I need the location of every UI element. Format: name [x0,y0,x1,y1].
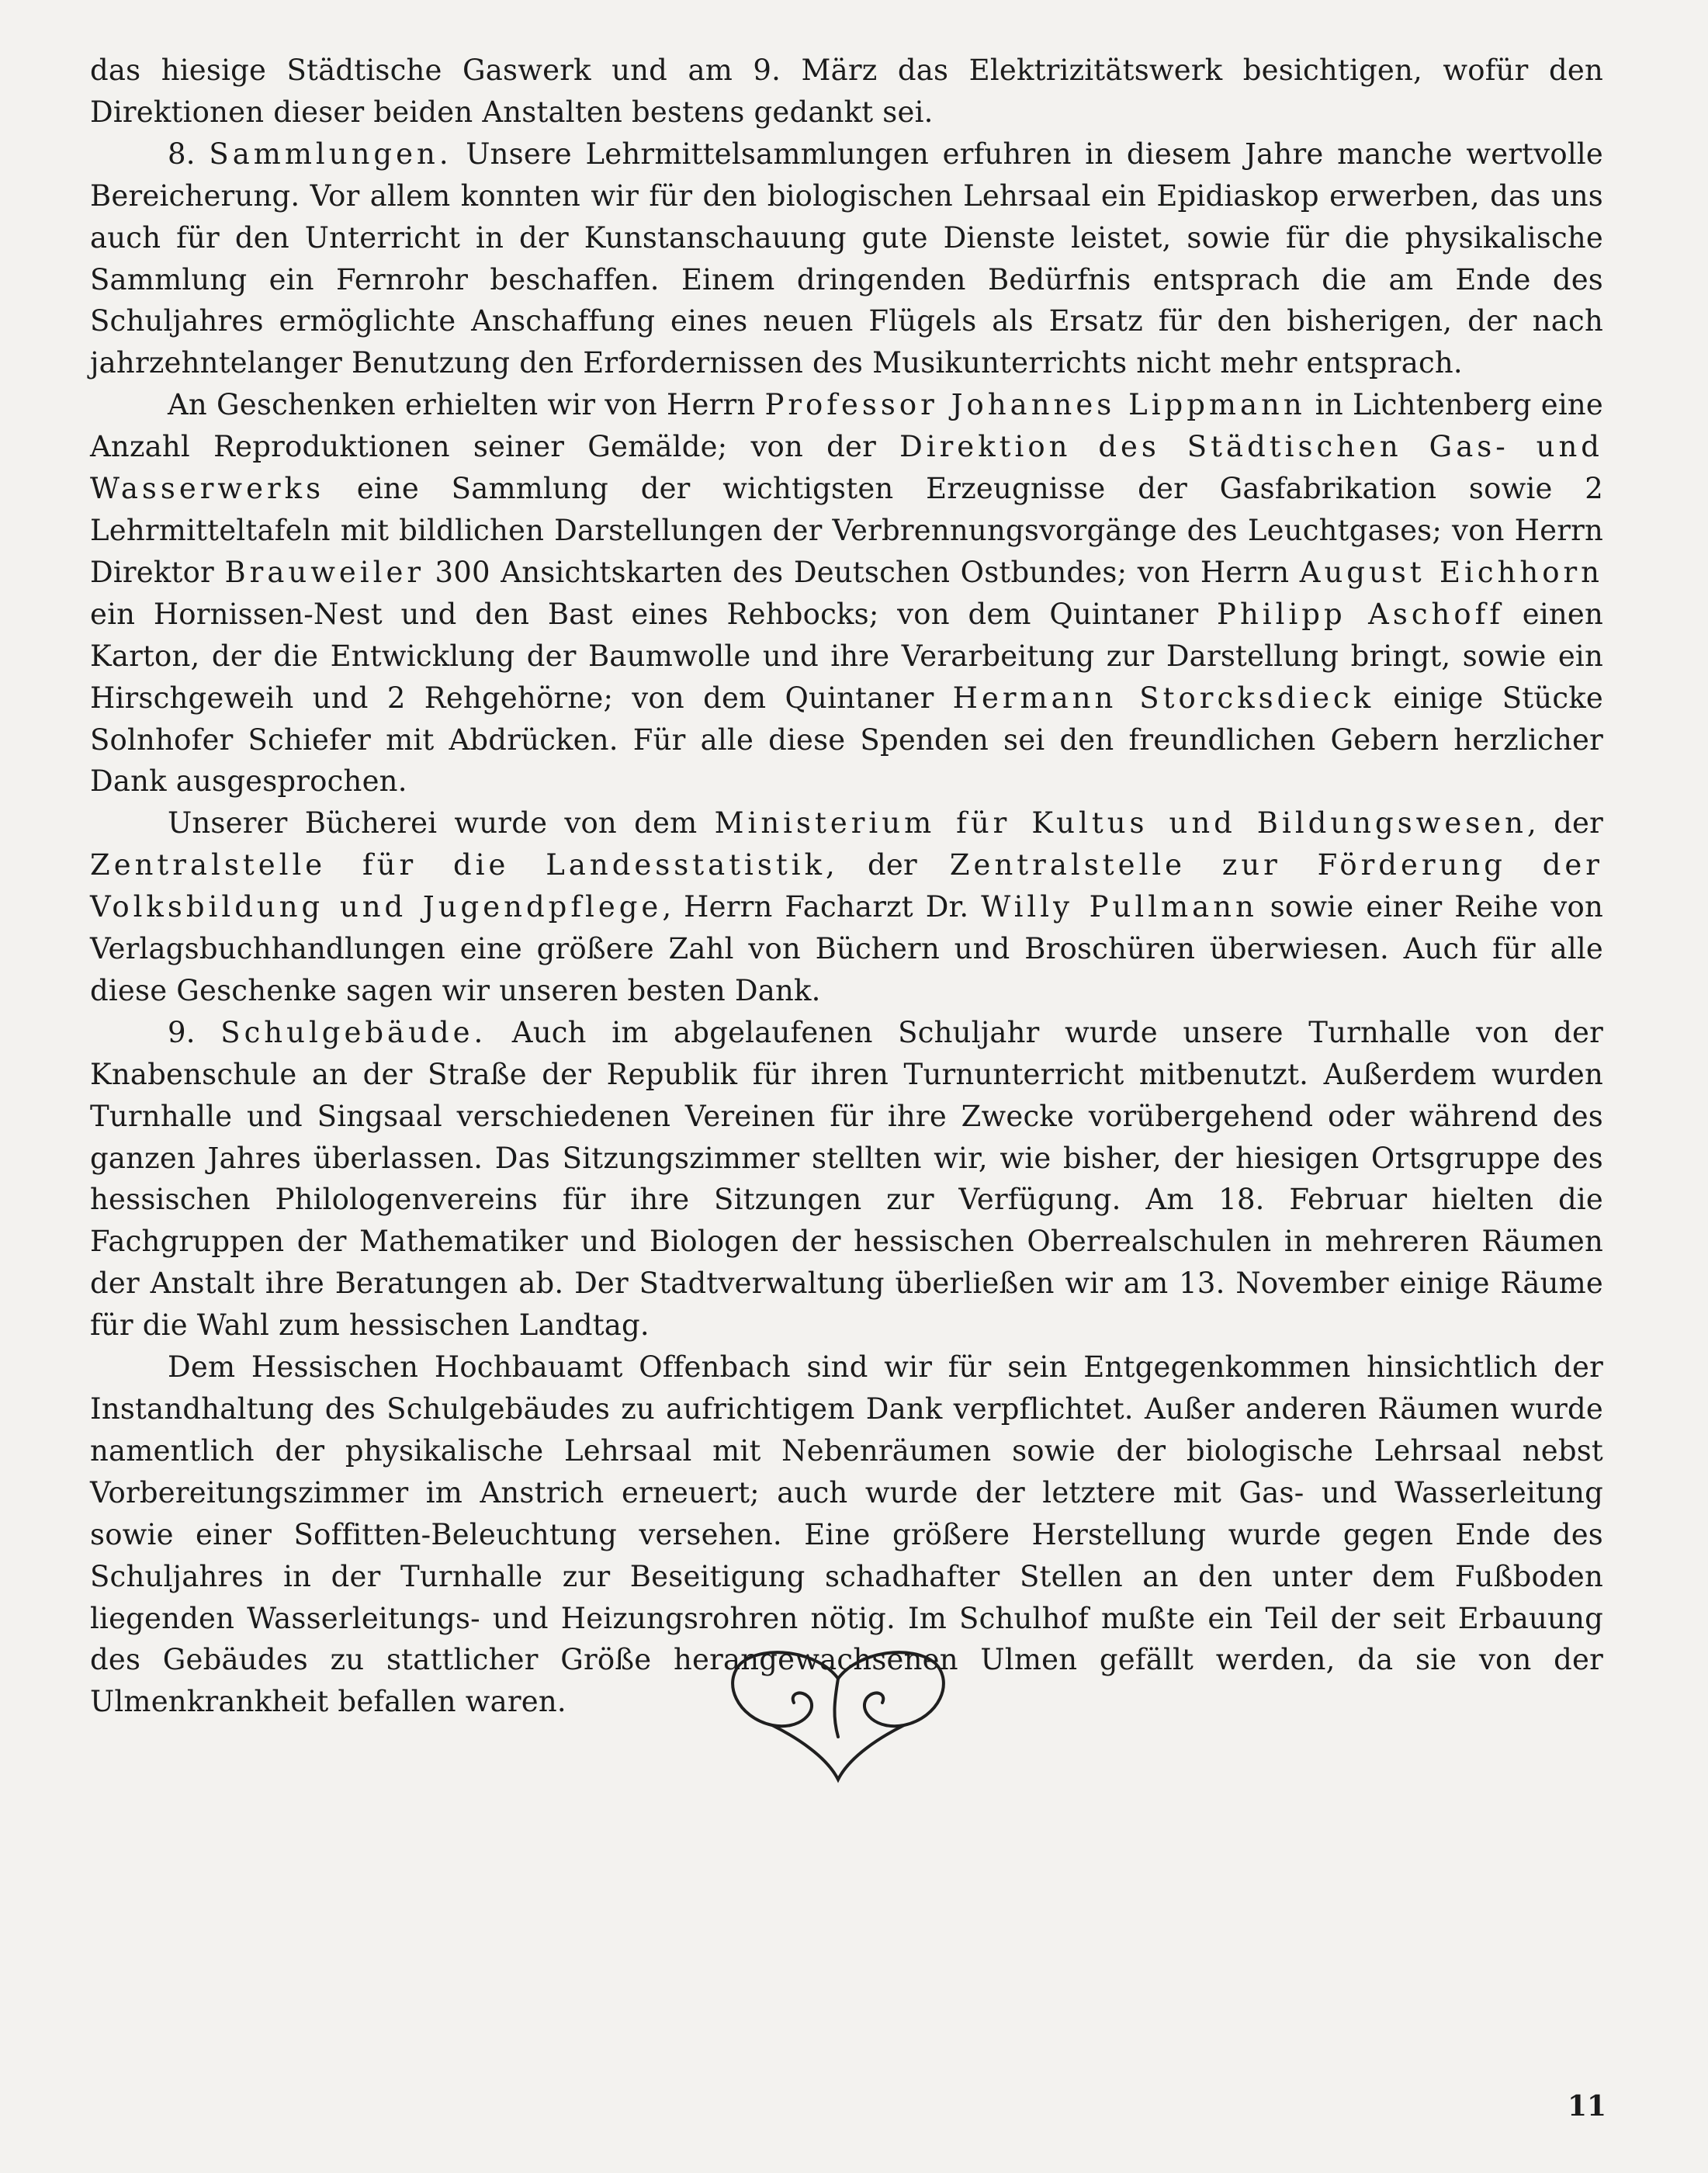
geschenke-text-5: ein Hornissen-Nest und den Bast eines Rehbocks; von dem Quintaner [90,597,1218,631]
geschenke-text-4: 300 Ansichtskarten des Deutschen Ostbundes; von Herrn [424,555,1300,589]
page-number: 11 [1568,2090,1607,2123]
paragraph-buecherei [90,802,1603,1012]
heart-ornament-icon [718,1644,958,1783]
section-number-8: 8. [168,137,210,171]
geschenke-text-3: eine Sammlung der wichtigsten Erzeugnisse der Gasfabrikation sowie 2 Lehrmitteltafeln mit bildlichen Darstellungen der Verbrennungsvorgänge des Leuchtgases; von Herrn Direktor [90,472,1603,589]
buecherei-text-5: sowie einer Reihe von Verlagsbuchhandlungen eine größere Zahl von Büchern und Broschüren überwiesen. Auch für alle diese Geschenke sagen wir unseren besten Dank. [90,890,1603,1007]
paragraph-sammlungen [90,133,1603,384]
section-number-9: 9. [168,1015,221,1049]
paragraph-schulgebaeude-text: Auch im abgelaufenen Schuljahr wurde unsere Turnhalle von der Knabenschule an der Straße der Republik für ihren Turnunterricht mitbenutzt. Außerdem wurden Turnhalle und Singsaal verschiedenen Vereinen für ihre Zwecke vorübergehend oder während des ganzen Jahres überlassen. Das Sitzungszimmer stellten wir, wie bisher, der hiesigen Ortsgruppe des hessischen Philologenvereins für ihre Sitzungen zur Verfügung. Am 18. Februar hielten die Fachgruppen der Mathematiker und Biologen der hessischen Oberrealschulen in mehreren Räumen der Anstalt ihre Beratungen ab. Der Stadtverwaltung überließen wir am 13. November einige Räume für die Wahl zum hessischen Landtag. [90,1015,1603,1343]
paragraph-hochbauamt-text: Dem Hessischen Hochbauamt Offenbach sind wir für sein Entgegenkommen hinsichtlich der Instandhaltung des Schulgebäudes zu aufrichtigem Dank verpflichtet. Außer anderen Räumen wurde namentlich der physikalische Lehrsaal mit Nebenräumen sowie der biologische Lehrsaal nebst Vorbereitungszimmer im Anstrich erneuert; auch wurde der letztere mit Gas- und Wasserleitung sowie einer Soffitten-Beleuchtung versehen. Eine größere Herstellung wurde gegen Ende des Schuljahres in der Turnhalle zur Beseitigung schadhafter Stellen an den unter dem Fußboden liegenden Wasserleitungs- und Heizungsrohren nötig. Im Schulhof mußte ein Teil der seit Erbauung des Gebäudes zu stattlicher Größe herangewachsenen Ulmen gefällt werden, da sie von der Ulmenkrankheit befallen waren. [90,1350,1603,1719]
body-text [90,50,1603,1723]
buecherei-text-1: Unserer Bücherei wurde von dem [168,806,715,840]
paragraph-schulgebaeude [90,1012,1603,1346]
paragraph-geschenke [90,384,1603,802]
paragraph-gaswerk-text: das hiesige Städtische Gaswerk und am 9. März das Elektrizitätswerk besichtigen, wofür den Direktionen dieser beiden Anstalten bestens gedankt sei. [90,54,1603,129]
donor-storcksdieck: Hermann Storcksdieck [952,681,1375,715]
paragraph-sammlungen-text: Unsere Lehrmittelsammlungen erfuhren in diesem Jahre manche wertvolle Bereicherung. Vor allem konnten wir für den biologischen Lehrsaal ein Epidiaskop erwerben, das uns auch für den Unterricht in der Kunstanschauung gute Dienste leistet, sowie für die physikalische Sammlung ein Fernrohr beschaffen. Einem dringenden Bedürfnis entsprach die am Ende des Schuljahres ermöglichte Anschaffung eines neuen Flügels als Ersatz für den bisherigen, der nach jahrzehntelanger Benutzung den Erfordernissen des Musikunterrichts nicht mehr entsprach. [90,137,1603,380]
geschenke-text-2: in Lichtenberg eine Anzahl Reproduktionen seiner Gemälde; von der [90,388,1603,464]
donor-brauweiler: Brauweiler [224,555,425,589]
section-heading-schulgebaeude: Schulgebäude. [220,1015,487,1049]
donor-volksbildung: Zentralstelle zur Förderung der Volksbildung und Jugendpflege [90,848,1603,924]
donor-aschoff: Philipp Aschoff [1217,597,1505,631]
geschenke-text-6: einen Karton, der die Entwicklung der Baumwolle und ihre Verarbeitung zur Darstellung bringt, sowie ein Hirschgeweih und 2 Rehgehörne; von dem Quintaner [90,597,1604,715]
donor-eichhorn: August Eichhorn [1299,555,1603,589]
buecherei-text-4: , Herrn Facharzt Dr. [662,890,982,924]
geschenke-text-7: einige Stücke Solnhofer Schiefer mit Abdrücken. Für alle diese Spenden sei den freundlichen Gebern herzlicher Dank ausgesprochen. [90,681,1603,799]
paragraph-gaswerk [90,50,1603,133]
donor-landesstatistik: Zentralstelle für die Landesstatistik [90,848,826,882]
donor-ministerium: Ministerium für Kultus und Bildungswesen [714,806,1527,840]
donor-pullmann: Willy Pullmann [981,890,1258,924]
buecherei-text-2: , der [1526,806,1603,840]
section-heading-sammlungen: Sammlungen. [209,137,452,171]
buecherei-text-3: , der [826,848,950,882]
donor-lippmann: Professor Johannes Lippmann [764,388,1306,422]
donor-gaswerk-direktion: Direktion des Städtischen Gas- und Wasserwerks [90,430,1603,506]
geschenke-text-1: An Geschenken erhielten wir von Herrn [168,388,765,422]
